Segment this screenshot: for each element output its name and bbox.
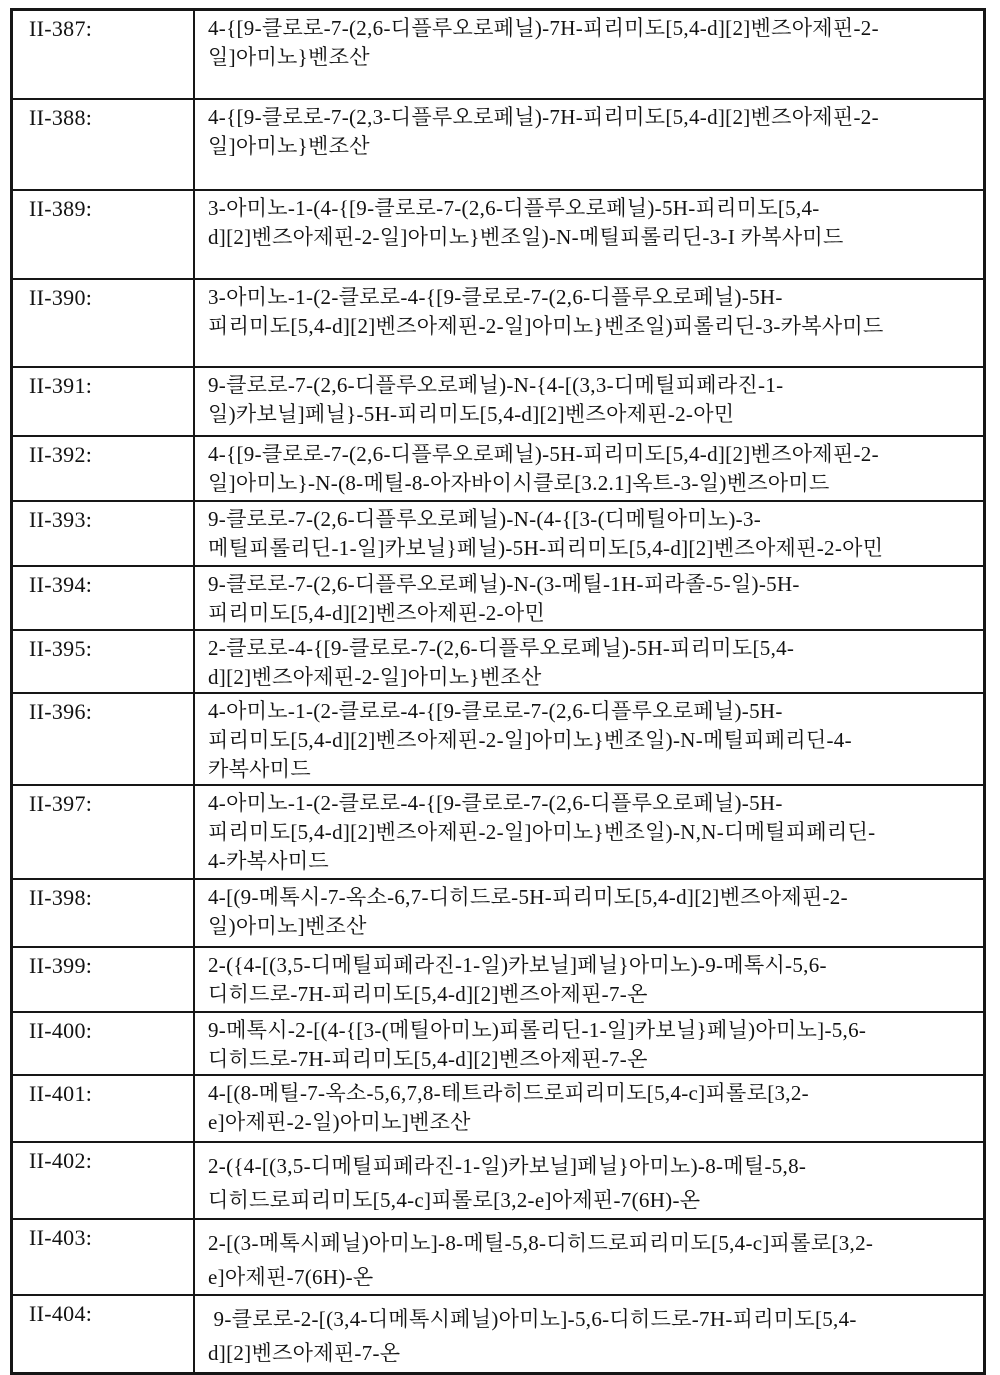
compound-name: 4-{[9-클로로-7-(2,6-디플루오로페닐)-5H-피리미도[5,4-d][2]벤즈아제핀-2- 일]아미노}-N-(8-메틸-8-아자바이시클로[3.2.1]옥트-3-일)벤즈아미드 bbox=[194, 436, 985, 501]
compound-name: 4-{[9-클로로-7-(2,6-디플루오로페닐)-7H-피리미도[5,4-d][2]벤즈아제핀-2- 일]아미노}벤조산 bbox=[194, 10, 985, 99]
compound-name: 2-({4-[(3,5-디메틸피페라진-1-일)카보닐]페닐}아미노)-9-메톡시-5,6- 디히드로-7H-피리미도[5,4-d][2]벤즈아제핀-7-온 bbox=[194, 947, 985, 1012]
compound-id: II-400: bbox=[12, 1012, 195, 1075]
compound-id: II-392: bbox=[12, 436, 195, 501]
compound-name: 3-아미노-1-(4-{[9-클로로-7-(2,6-디플루오로페닐)-5H-피리미도[5,4- d][2]벤즈아제핀-2-일]아미노}벤조일)-N-메틸피롤리딘-3-I 카복사미드 bbox=[194, 190, 985, 279]
table-row bbox=[12, 279, 985, 367]
table-row bbox=[12, 566, 985, 630]
table-row bbox=[12, 501, 985, 566]
compound-name: 4-[(8-메틸-7-옥소-5,6,7,8-테트라히드로피리미도[5,4-c]피롤로[3,2- e]아제핀-2-일)아미노]벤조산 bbox=[194, 1075, 985, 1142]
compound-id: II-390: bbox=[12, 279, 195, 367]
table-row bbox=[12, 367, 985, 436]
compound-name: 2-클로로-4-{[9-클로로-7-(2,6-디플루오로페닐)-5H-피리미도[5,4- d][2]벤즈아제핀-2-일]아미노}벤조산 bbox=[194, 630, 985, 693]
table-row bbox=[12, 1219, 985, 1295]
compound-id: II-394: bbox=[12, 566, 195, 630]
compound-name: 2-[(3-메톡시페닐)아미노]-8-메틸-5,8-디히드로피리미도[5,4-c]피롤로[3,2- e]아제핀-7(6H)-온 bbox=[194, 1219, 985, 1295]
table-row bbox=[12, 785, 985, 879]
compound-name: 4-[(9-메톡시-7-옥소-6,7-디히드로-5H-피리미도[5,4-d][2]벤즈아제핀-2- 일)아미노]벤조산 bbox=[194, 879, 985, 947]
compound-name: 9-클로로-7-(2,6-디플루오로페닐)-N-(3-메틸-1H-피라졸-5-일)-5H- 피리미도[5,4-d][2]벤즈아제핀-2-아민 bbox=[194, 566, 985, 630]
compound-id: II-399: bbox=[12, 947, 195, 1012]
compound-id: II-396: bbox=[12, 693, 195, 785]
compound-name: 4-아미노-1-(2-클로로-4-{[9-클로로-7-(2,6-디플루오로페닐)-5H- 피리미도[5,4-d][2]벤즈아제핀-2-일]아미노}벤조일)-N-메틸피페리딘-4- 카복사미드 bbox=[194, 693, 985, 785]
compound-table-body bbox=[12, 10, 985, 1374]
table-row bbox=[12, 1075, 985, 1142]
compound-id: II-403: bbox=[12, 1219, 195, 1295]
compound-name: 4-{[9-클로로-7-(2,3-디플루오로페닐)-7H-피리미도[5,4-d][2]벤즈아제핀-2- 일]아미노}벤조산 bbox=[194, 99, 985, 190]
compound-id: II-397: bbox=[12, 785, 195, 879]
compound-id: II-389: bbox=[12, 190, 195, 279]
compound-id: II-387: bbox=[12, 10, 195, 99]
compound-id: II-401: bbox=[12, 1075, 195, 1142]
compound-name: 9-클로로-7-(2,6-디플루오로페닐)-N-{4-[(3,3-디메틸피페라진-1- 일)카보닐]페닐}-5H-피리미도[5,4-d][2]벤즈아제핀-2-아민 bbox=[194, 367, 985, 436]
table-row bbox=[12, 190, 985, 279]
compound-name: 3-아미노-1-(2-클로로-4-{[9-클로로-7-(2,6-디플루오로페닐)-5H- 피리미도[5,4-d][2]벤즈아제핀-2-일]아미노}벤조일)피롤리딘-3-카복사미드 bbox=[194, 279, 985, 367]
compound-id: II-388: bbox=[12, 99, 195, 190]
table-row bbox=[12, 1295, 985, 1374]
table-row bbox=[12, 99, 985, 190]
compound-name: 9-메톡시-2-[(4-{[3-(메틸아미노)피롤리딘-1-일]카보닐}페닐)아미노]-5,6- 디히드로-7H-피리미도[5,4-d][2]벤즈아제핀-7-온 bbox=[194, 1012, 985, 1075]
compound-id: II-393: bbox=[12, 501, 195, 566]
table-row bbox=[12, 693, 985, 785]
table-row bbox=[12, 630, 985, 693]
compound-id: II-404: bbox=[12, 1295, 195, 1374]
table-row bbox=[12, 1142, 985, 1219]
compound-id: II-395: bbox=[12, 630, 195, 693]
compound-name: 4-아미노-1-(2-클로로-4-{[9-클로로-7-(2,6-디플루오로페닐)-5H- 피리미도[5,4-d][2]벤즈아제핀-2-일]아미노}벤조일)-N,N-디메틸피페리딘- 4-카복사미드 bbox=[194, 785, 985, 879]
table-row bbox=[12, 1012, 985, 1075]
compound-name: 9-클로로-2-[(3,4-디메톡시페닐)아미노]-5,6-디히드로-7H-피리미도[5,4- d][2]벤즈아제핀-7-온 bbox=[194, 1295, 985, 1374]
table-row bbox=[12, 947, 985, 1012]
compound-id: II-402: bbox=[12, 1142, 195, 1219]
compound-table bbox=[10, 8, 986, 1375]
compound-id: II-391: bbox=[12, 367, 195, 436]
table-row bbox=[12, 436, 985, 501]
compound-name: 9-클로로-7-(2,6-디플루오로페닐)-N-(4-{[3-(디메틸아미노)-3- 메틸피롤리딘-1-일]카보닐}페닐)-5H-피리미도[5,4-d][2]벤즈아제핀-2-아민 bbox=[194, 501, 985, 566]
table-row bbox=[12, 879, 985, 947]
compound-id: II-398: bbox=[12, 879, 195, 947]
table-row bbox=[12, 10, 985, 99]
compound-name: 2-({4-[(3,5-디메틸피페라진-1-일)카보닐]페닐}아미노)-8-메틸-5,8- 디히드로피리미도[5,4-c]피롤로[3,2-e]아제핀-7(6H)-온 bbox=[194, 1142, 985, 1219]
